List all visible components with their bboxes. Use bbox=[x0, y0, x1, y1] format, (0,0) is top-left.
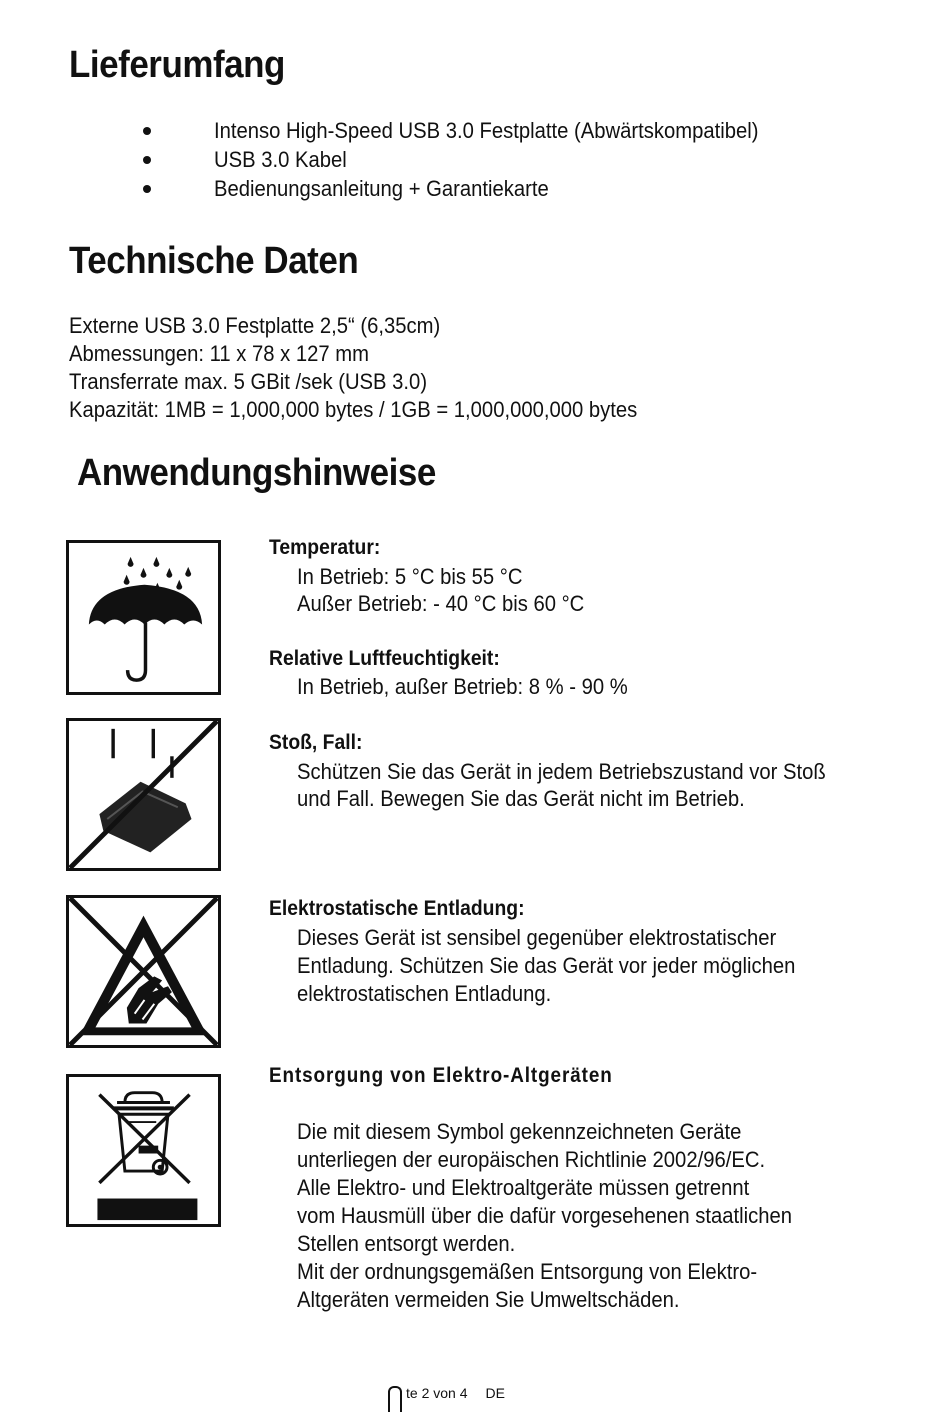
spec-line: Abmessungen: 11 x 78 x 127 mm bbox=[69, 341, 370, 366]
temperature-line: In Betrieb: 5 °C bis 55 °C bbox=[297, 564, 523, 589]
heading-anwendungshinweise: Anwendungshinweise bbox=[77, 452, 436, 494]
humidity-heading: Relative Luftfeuchtigkeit: bbox=[269, 647, 500, 670]
temperature-heading: Temperatur: bbox=[269, 536, 381, 559]
scope-list bbox=[140, 118, 806, 205]
list-item: USB 3.0 Kabel bbox=[140, 147, 806, 176]
heading-lieferumfang: Lieferumfang bbox=[69, 44, 285, 86]
page-footer bbox=[388, 1385, 505, 1412]
umbrella-rain-icon bbox=[66, 540, 221, 695]
esd-heading: Elektrostatische Entladung: bbox=[269, 897, 525, 920]
disposal-line: Altgeräten vermeiden Sie Umweltschäden. bbox=[297, 1287, 680, 1312]
shock-line: Schützen Sie das Gerät in jedem Betriebszustand vor Stoß bbox=[297, 759, 826, 784]
disposal-line: unterliegen der europäischen Richtlinie 2002/96/EC. bbox=[297, 1147, 766, 1172]
temperature-line: Außer Betrieb: - 40 °C bis 60 °C bbox=[297, 591, 585, 616]
no-drop-icon bbox=[66, 718, 221, 871]
weee-bin-icon bbox=[66, 1074, 221, 1227]
esd-line: elektrostatischen Entladung. bbox=[297, 981, 552, 1006]
bullet-icon bbox=[143, 156, 151, 164]
disposal-line: Stellen entsorgt werden. bbox=[297, 1231, 516, 1256]
shock-heading: Stoß, Fall: bbox=[269, 731, 363, 754]
disposal-line: Die mit diesem Symbol gekennzeichneten Geräte bbox=[297, 1119, 742, 1144]
esd-line: Dieses Gerät ist sensibel gegenüber elektrostatischer bbox=[297, 925, 777, 950]
heading-technische-daten: Technische Daten bbox=[69, 240, 359, 282]
disposal-line: Alle Elektro- und Elektroaltgeräte müssen getrennt bbox=[297, 1175, 750, 1200]
bullet-icon bbox=[143, 185, 151, 193]
language-code: DE bbox=[485, 1385, 505, 1401]
disposal-line: vom Hausmüll über die dafür vorgesehenen staatlichen bbox=[297, 1203, 793, 1228]
spec-line: Kapazität: 1MB = 1,000,000 bytes / 1GB = 1,000,000,000 bytes bbox=[69, 397, 638, 422]
bullet-icon bbox=[143, 127, 151, 135]
disposal-heading: Entsorgung von Elektro-Altgeräten bbox=[269, 1064, 613, 1087]
shock-line: und Fall. Bewegen Sie das Gerät nicht im Betrieb. bbox=[297, 786, 745, 811]
no-esd-icon bbox=[66, 895, 221, 1048]
list-item: Intenso High-Speed USB 3.0 Festplatte (Abwärtskompatibel) bbox=[140, 118, 806, 147]
disposal-line: Mit der ordnungsgemäßen Entsorgung von Elektro- bbox=[297, 1259, 758, 1284]
humidity-line: In Betrieb, außer Betrieb: 8 % - 90 % bbox=[297, 674, 628, 699]
page-number: te 2 von 4 bbox=[406, 1385, 468, 1401]
esd-line: Entladung. Schützen Sie das Gerät vor jeder möglichen bbox=[297, 953, 796, 978]
spec-line: Externe USB 3.0 Festplatte 2,5“ (6,35cm) bbox=[69, 313, 441, 338]
spec-line: Transferrate max. 5 GBit /sek (USB 3.0) bbox=[69, 369, 428, 394]
list-item: Bedienungsanleitung + Garantiekarte bbox=[140, 176, 806, 205]
page-mark-icon bbox=[388, 1386, 402, 1412]
